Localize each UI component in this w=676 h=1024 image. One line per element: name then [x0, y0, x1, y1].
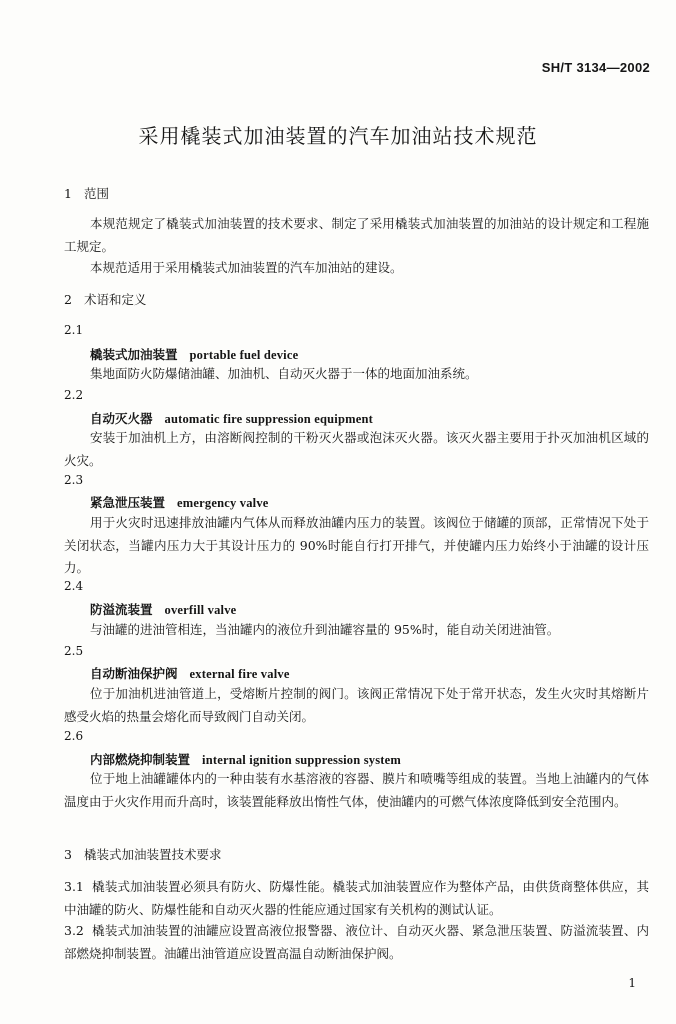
- clause-paragraph: [64, 876, 649, 921]
- section-number: 3: [64, 847, 72, 862]
- section-number: 2: [64, 292, 72, 307]
- section-1-heading: [64, 184, 109, 202]
- term-definition: 位于加油机进油管道上，受熔断片控制的阀门。该阀正常情况下处于常开状态，发生火灾时其熔断片感受火焰的热量会熔化而导致阀门自动关闭。: [64, 686, 649, 724]
- section-number: 1: [64, 186, 72, 201]
- term-heading: [90, 409, 373, 427]
- term-heading: [90, 493, 269, 511]
- clause-text: 橇装式加油装置必须具有防火、防爆性能。橇装式加油装置应作为整体产品，由供货商整体供应，其中油罐的防火、防爆性能和自动灭火器的性能应通过国家有关机构的测试认证。: [64, 879, 649, 917]
- term-heading: [90, 750, 401, 768]
- document-title: 采用橇装式加油装置的汽车加油站技术规范: [138, 124, 538, 148]
- term-definition: 用于火灾时迅速排放油罐内气体从而释放油罐内压力的装置。该阀位于储罐的顶部，正常情况下处于关闭状态，当罐内压力大于其设计压力的 90%时能自行打开排气，并使罐内压力始终小于油罐的设计压力。: [64, 515, 649, 575]
- section-title: 橇装式加油装置技术要求: [84, 847, 222, 862]
- clause-paragraph: [64, 920, 649, 965]
- term-en: portable fuel device: [189, 348, 299, 362]
- term-cn: 防溢流装置: [90, 602, 153, 617]
- term-en: external fire valve: [189, 667, 290, 681]
- term-heading: [90, 600, 236, 618]
- clause-number: 2.2: [64, 388, 84, 402]
- page-number: 1: [628, 976, 636, 990]
- clause-number: 2.3: [64, 473, 84, 487]
- clause-number: 2.5: [64, 644, 84, 658]
- term-cn: 内部燃烧抑制装置: [90, 752, 191, 767]
- term-definition: 安装于加油机上方，由溶断阀控制的干粉灭火器或泡沫灭火器。该灭火器主要用于扑灭加油机区域的火灾。: [64, 430, 649, 468]
- term-en: internal ignition suppression system: [202, 753, 402, 767]
- section-title: 范围: [84, 186, 110, 201]
- term-en: automatic fire suppression equipment: [164, 412, 374, 426]
- term-definition: 位于地上油罐罐体内的一种由装有水基溶液的容器、膜片和喷嘴等组成的装置。当地上油罐内的气体温度由于火灾作用而升高时，该装置能释放出惰性气体，使油罐内的可燃气体浓度降低到安全范围内。: [64, 771, 649, 809]
- term-cn: 橇装式加油装置: [90, 347, 178, 362]
- standard-number: SH/T 3134—2002: [541, 60, 650, 75]
- clause-number: 2.1: [64, 323, 84, 337]
- paragraph: 本规范适用于采用橇装式加油装置的汽车加油站的建设。: [90, 260, 403, 275]
- term-heading: [90, 664, 290, 682]
- term-heading: [90, 345, 298, 363]
- section-3-heading: [64, 845, 222, 863]
- term-definition: 与油罐的进油管相连，当油罐内的液位升到油罐容量的 95%时，能自动关闭进油管。: [90, 622, 560, 637]
- section-title: 术语和定义: [84, 292, 147, 307]
- term-cn: 自动灭火器: [90, 411, 153, 426]
- clause-number: 3.2: [64, 923, 84, 938]
- clause-number: 2.4: [64, 579, 84, 593]
- term-cn: 紧急泄压装置: [90, 495, 166, 510]
- term-cn: 自动断油保护阀: [90, 666, 178, 681]
- term-en: emergency valve: [177, 496, 269, 510]
- clause-number: 2.6: [64, 729, 84, 743]
- clause-text: 橇装式加油装置的油罐应设置高液位报警器、液位计、自动灭火器、紧急泄压装置、防溢流装置、内部燃烧抑制装置。油罐出油管道应设置高温自动断油保护阀。: [64, 923, 649, 961]
- term-definition: 集地面防火防爆储油罐、加油机、自动灭火器于一体的地面加油系统。: [90, 366, 478, 381]
- section-2-heading: [64, 290, 147, 308]
- paragraph: 本规范规定了橇装式加油装置的技术要求、制定了采用橇装式加油装置的加油站的设计规定和工程施工规定。: [64, 216, 649, 254]
- clause-number: 3.1: [64, 879, 84, 894]
- term-en: overfill valve: [164, 603, 237, 617]
